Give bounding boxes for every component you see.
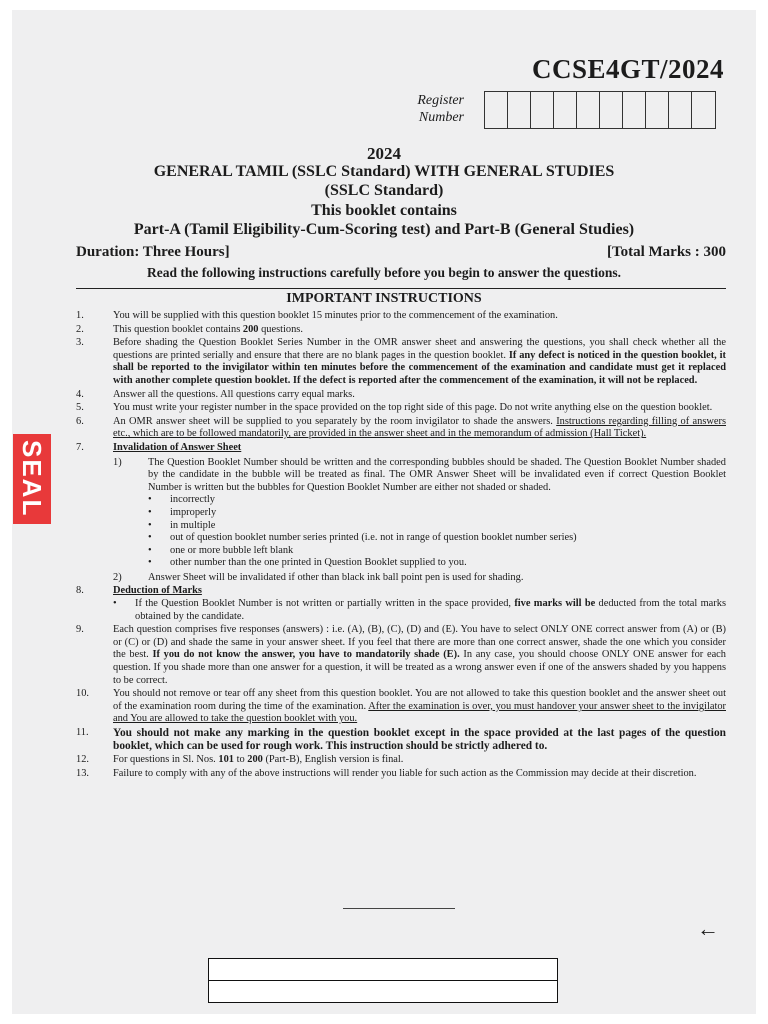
bullet-item: • out of question booklet number series printed (i.e. not in range of question booklet number series) — [148, 532, 577, 544]
total-marks: [Total Marks : 300 — [606, 244, 726, 260]
list-item: 5. You must write your register number in the space provided on the top right side of this page. Do not write anything else on the question booklet. — [76, 402, 713, 414]
register-digit-box[interactable] — [669, 92, 692, 128]
instructions-list — [76, 310, 726, 781]
list-item: 3. Before shading the Question Booklet Series Number in the OMR answer sheet and answering the questions, you shall check whether all the questions are printed serially and ensure that there are no blank pages in the question booklet. If any defect is noticed in the question booklet, it shall be reported to the invigilator within ten minutes before the commencement of the examination and candidate must get it replaced with another complete question booklet. If the defect is reported after the commencement of the examination, it will not be replaced. — [76, 337, 726, 386]
exam-year: 2024 — [367, 144, 401, 163]
register-digit-box[interactable] — [577, 92, 600, 128]
divider — [76, 288, 726, 289]
bullet-item: • If the Question Booklet Number is not written or partially written in the space provided, five marks will be deducted from the total marks obtained by the candidate. — [113, 598, 726, 622]
list-item: 4. Answer all the questions. All questions carry equal marks. — [76, 388, 355, 400]
bullet-item: • incorrectly — [148, 494, 216, 506]
register-digit-box[interactable] — [600, 92, 623, 128]
booklet-number-box[interactable] — [208, 958, 558, 981]
next-page-arrow-icon: ← — [697, 916, 719, 941]
register-number-boxes[interactable] — [484, 91, 716, 129]
list-item: 2. This question booklet contains 200 questions. — [76, 323, 303, 335]
exam-title: GENERAL TAMIL (SSLC Standard) WITH GENERAL STUDIES — [153, 163, 615, 180]
list-item: 13. Failure to comply with any of the above instructions will render you liable for such action as the Commission may decide at their discretion. — [76, 767, 697, 779]
bullet-item: • in multiple — [148, 519, 216, 531]
register-digit-box[interactable] — [646, 92, 669, 128]
seal-stamp: SEAL — [13, 434, 51, 524]
booklet-number-box[interactable] — [208, 980, 558, 1003]
section-heading: Invalidation of Answer Sheet — [113, 441, 242, 453]
signature-line — [343, 908, 455, 909]
list-item: 12. For questions in Sl. Nos. 101 to 200 (Part-B), English version is final. — [76, 754, 404, 765]
register-digit-box[interactable] — [485, 92, 508, 128]
register-digit-box[interactable] — [692, 92, 715, 128]
register-digit-box[interactable] — [531, 92, 554, 128]
important-instructions-heading: IMPORTANT INSTRUCTIONS — [286, 291, 482, 306]
list-item: 10. You should not remove or tear off any sheet from this question booklet. You are not allowed to take this question booklet and the answer sheet out of the examination room during the time of the examination. After the examination is over, you must handover your answer sheet to the invigilator and You are allowed to take the question booklet with you. — [76, 688, 726, 725]
register-digit-box[interactable] — [554, 92, 577, 128]
register-number-label: Register Number — [417, 93, 464, 125]
list-item: 8. Deduction of Marks • If the Question Booklet Number is not written or partially written in the space provided, five marks will be deducted from the total marks obtained by the candidate. — [76, 585, 726, 622]
list-item: 9. Each question comprises five responses (answers) : i.e. (A), (B), (C), (D) and (E). You have to select ONLY ONE correct answer from (A) or (B) or (C) or (D) and shade the same in your answer sheet. If you feel that there are more than one correct answer, shade the one which you consider the best. If you do not know the answer, you have to mandatorily shade (E). In any case, you should choose ONLY ONE answer for each question. If you shade more than one answer for a question, it will be treated as a wrong answer even if one of the answers shaded by you happens to be correct. — [76, 624, 726, 686]
register-digit-box[interactable] — [623, 92, 646, 128]
bullet-item: • other number than the one printed in Question Booklet supplied to you. — [148, 557, 467, 569]
register-digit-box[interactable] — [508, 92, 531, 128]
list-item: 7. Invalidation of Answer Sheet 1) The Question Booklet Number should be written and the corresponding bubbles should be shaded. The Question Booklet Number shaded by the candidate in the bubble will be treated as final. The OMR Answer Sheet will be invalidated even if correct Question Booklet Number is written but the bubbles for Question Booklet Number are either not shaded or shaded. • incorrectly • improperly • in multiple • out of question booklet number series printed (i.e. not in range of question booklet number series) • one or more bubble left blank • other number than the one printed in Question Booklet supplied to you. 2) Answer Sheet will be invalidated if other than black ink ball point pen is used for shading. — [76, 441, 726, 583]
list-item: 11. You should not make any marking in the question booklet except in the space provided at the last pages of the question booklet, which can be used for rough work. This instruction should be strictly adhered to. — [76, 727, 726, 752]
list-item: 1. You will be supplied with this question booklet 15 minutes prior to the commencement of the examination. — [76, 310, 558, 321]
booklet-code: CCSE4GT/2024 — [531, 54, 724, 84]
bullet-item: • one or more bubble left blank — [148, 544, 294, 556]
read-instructions-note: Read the following instructions carefully before you begin to answer the questions. — [146, 265, 621, 280]
bullet-item: • improperly — [148, 506, 217, 518]
exam-subtitle: (SSLC Standard) — [324, 182, 444, 199]
duration: Duration: Three Hours] — [76, 244, 230, 260]
booklet-contains: This booklet contains — [311, 202, 457, 219]
booklet-parts: Part-A (Tamil Eligibility-Cum-Scoring test) and Part-B (General Studies) — [133, 221, 635, 238]
list-item: 6. An OMR answer sheet will be supplied to you separately by the room invigilator to shade the answers. Instructions regarding filling of answers etc., which are to be followed mandatorily, are provided in the answer sheet and in the memorandum of admission (Hall Ticket). — [76, 415, 726, 440]
section-heading: Deduction of Marks — [113, 585, 202, 597]
